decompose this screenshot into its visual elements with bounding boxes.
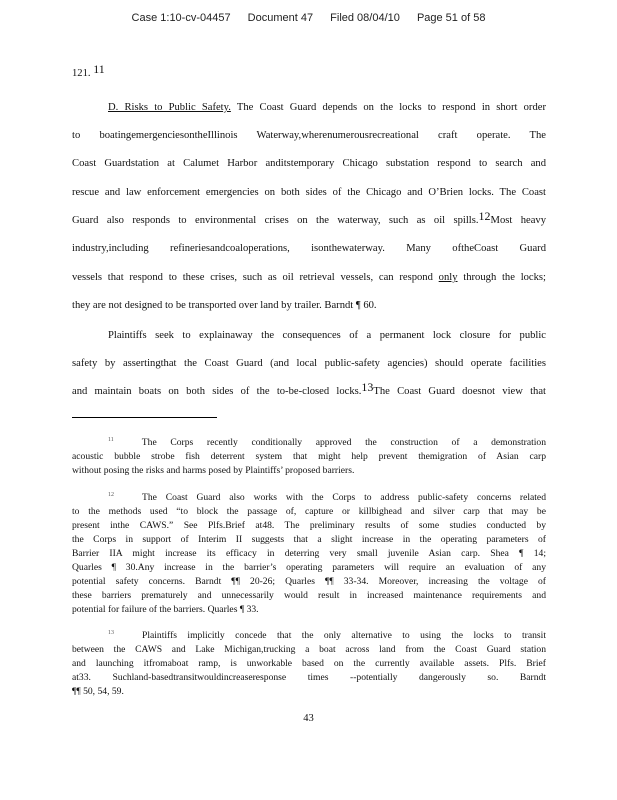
footnote-12-mark: 12 xyxy=(108,492,114,498)
footnote-13 xyxy=(72,626,546,699)
page-number: 43 xyxy=(303,713,314,724)
footnote-11-line-2: acoustic bubble strobe fish deterrent system that might help prevent themigration of Asian carp xyxy=(72,451,546,462)
filed-date: Filed 08/04/10 xyxy=(330,12,400,24)
document-number: Document 47 xyxy=(247,12,314,24)
footnote-12-line-1 xyxy=(72,488,546,505)
footnote-12-line-9: potential for failure of the barriers. Quarles ¶ 33. xyxy=(72,604,259,615)
para1-line-1 xyxy=(72,102,546,113)
footnote-12-line-6: Quarles ¶ 30.Any increase in the barrier’s operating parameters will require an evaluation of any xyxy=(72,562,546,573)
footnote-11-line-1 xyxy=(72,433,546,450)
carryover-text: 121. xyxy=(72,68,91,79)
para1-line-3: Coast Guardstation at Calumet Harbor anditstemporary Chicago substation respond to search and xyxy=(72,158,546,169)
para2-line-2: safety by assertingthat the Coast Guard (and local public-safety agencies) should operate facilities xyxy=(72,358,546,369)
footnote-ref-11: 11 xyxy=(93,62,105,76)
footnote-11-mark: 11 xyxy=(108,437,114,443)
para1-line-1-text: The Coast Guard depends on the locks to respond in short order xyxy=(236,102,546,113)
footnote-13-line-4: at33. Suchland-basedtransitwouldincreaseresponse times --potentially dangerously so. Barndt xyxy=(72,672,546,683)
footnote-13-mark: 13 xyxy=(108,630,114,636)
emphasis-only: only xyxy=(438,272,458,283)
para2-line-3-a: and maintain boats on both sides of the to-be-closed locks. xyxy=(72,386,362,397)
footnote-12-line-7: potential safety concerns. Barndt ¶¶ 20-26; Quarles ¶¶ 33-34. Moreover, increasing the voltage of xyxy=(72,576,546,587)
page-of: Page 51 of 58 xyxy=(416,12,486,24)
footnote-12-line-2: to the methods used “to block the passage of, capture or killbighead and silver carp that may be xyxy=(72,506,546,517)
para1-line-7-b: through the locks; xyxy=(463,272,546,283)
para2-line-3 xyxy=(72,380,546,397)
para2-line-1: Plaintiffs seek to explainaway the consequences of a permanent lock closure for public xyxy=(108,330,546,341)
footnote-11-line-3: without posing the risks and harms posed by Plaintiffs’ proposed barriers. xyxy=(72,465,355,476)
case-number: Case 1:10-cv-04457 xyxy=(131,12,231,24)
para1-line-4: rescue and law enforcement emergencies on both sides of the Chicago and O’Brien locks. The Coast xyxy=(72,187,546,198)
para1-line-6: industry,including refineriesandcoaloperations, isonthewaterway. Many oftheCoast Guard xyxy=(72,243,546,254)
footnote-13-line-3: and launching itfromaboat ramp, is unworkable based on the currently available assets. Plfs. Brief xyxy=(72,658,546,669)
para1-line-7 xyxy=(72,272,546,283)
footnote-12 xyxy=(72,488,546,617)
footnote-11-line-1-text: The Corps recently conditionally approved the construction of a demonstration xyxy=(141,437,546,448)
footnote-13-line-1 xyxy=(72,626,546,643)
footnote-divider xyxy=(72,417,217,418)
para1-line-8: they are not designed to be transported over land by trailer. Barndt ¶ 60. xyxy=(72,300,377,311)
para2-line-3-b: The Coast Guard doesnot view that xyxy=(373,386,546,397)
footnote-12-line-5: Barrier IIA might increase its efficacy in deterring very small juvenile Asian carp. Shea ¶ 14; xyxy=(72,548,546,559)
footnote-13-line-5: ¶¶ 50, 54, 59. xyxy=(72,686,124,697)
footnote-11 xyxy=(72,433,546,478)
footnote-12-line-3: present inthe CAWS.” See Plfs.Brief at48. The preliminary results of some studies conducted by xyxy=(72,520,546,531)
footnote-12-line-4: the Corps in support of Interim II suggests that a slight increase in the operating parameters of xyxy=(72,534,546,545)
para1-line-5-text: Guard also responds to environmental crises on the waterway, such as oil spills. xyxy=(72,215,479,226)
case-header xyxy=(0,12,617,24)
para1-line-5-tail: Most heavy xyxy=(490,215,546,226)
para1-line-5 xyxy=(72,209,546,226)
footnote-13-line-2: between the CAWS and Lake Michigan,trucking a boat across land from the Coast Guard station xyxy=(72,644,546,655)
footnote-13-line-1-text: Plaintiffs implicitly concede that the only alternative to using the locks to transit xyxy=(142,630,546,641)
carryover-line xyxy=(72,62,546,79)
footnote-ref-12: 12 xyxy=(478,209,491,223)
footnote-12-line-8: these barriers prematurely and unnecessarily would result in increased maintenance requirements and xyxy=(72,590,546,601)
para1-line-7-a: vessels that respond to these crises, such as oil retrieval vessels, can respond xyxy=(72,272,433,283)
section-heading: D. Risks to Public Safety. xyxy=(108,102,231,113)
footnote-ref-13: 13 xyxy=(361,380,374,394)
footnote-12-line-1-text: The Coast Guard also works with the Corps to address public-safety concerns related xyxy=(142,492,546,503)
para1-line-2: to boatingemergenciesontheIllinois Waterway,wherenumerousrecreational craft operate. The xyxy=(72,130,546,141)
